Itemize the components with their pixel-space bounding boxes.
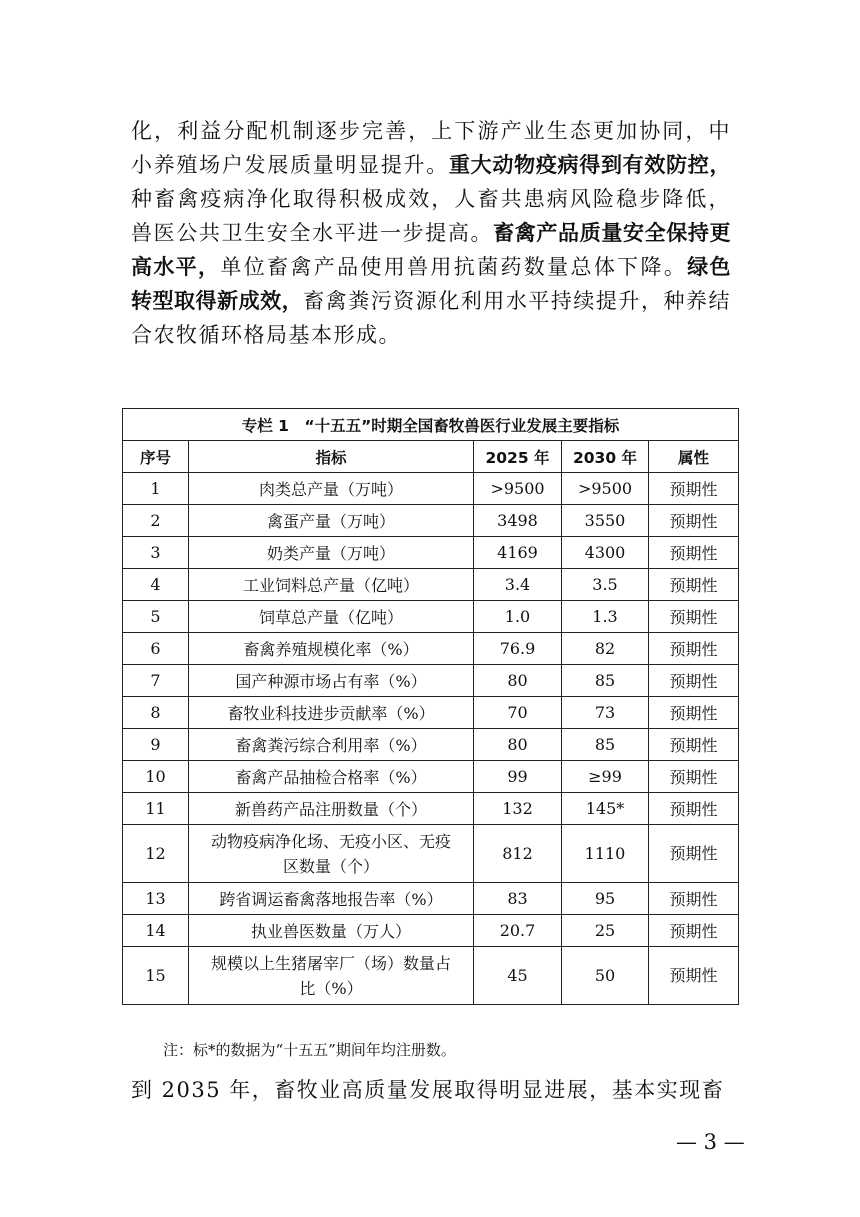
column-header: 2025 年 <box>474 441 562 473</box>
page-number: — 3 — <box>676 1130 745 1154</box>
table-cell: 畜牧业科技进步贡献率（%） <box>189 697 474 729</box>
table-cell: 预期性 <box>649 569 739 601</box>
column-header: 属性 <box>649 441 739 473</box>
table-row <box>123 633 739 665</box>
table-row <box>123 915 739 947</box>
body-paragraph: 到 2035 年，畜牧业高质量发展取得明显进展，基本实现畜 <box>131 1078 725 1102</box>
table-cell: 14 <box>123 915 189 947</box>
table-cell: 73 <box>562 697 649 729</box>
table-cell: 饲草总产量（亿吨） <box>189 601 474 633</box>
table-cell: 畜禽粪污综合利用率（%） <box>189 729 474 761</box>
paragraph-text: 化，利益分配机制逐步完善，上下游产业生态更加协同，中小养殖场户发展质量明显提升。 <box>131 119 731 177</box>
table-cell: 83 <box>474 883 562 915</box>
table-cell: 1.3 <box>562 601 649 633</box>
table-row <box>123 505 739 537</box>
table-cell: 规模以上生猪屠宰厂（场）数量占比（%） <box>189 947 474 1005</box>
column-header: 指标 <box>189 441 474 473</box>
table-cell: 预期性 <box>649 505 739 537</box>
table-cell: 执业兽医数量（万人） <box>189 915 474 947</box>
table-cell: 工业饲料总产量（亿吨） <box>189 569 474 601</box>
table-row <box>123 729 739 761</box>
table-cell: 3.4 <box>474 569 562 601</box>
table-row <box>123 947 739 1005</box>
table-note: 注：标*的数据为“十五五”期间年均注册数。 <box>163 1041 456 1059</box>
table-cell: 132 <box>474 793 562 825</box>
table-cell: 预期性 <box>649 665 739 697</box>
table-cell: 7 <box>123 665 189 697</box>
table-cell: 动物疫病净化场、无疫小区、无疫区数量（个） <box>189 825 474 883</box>
table-cell: 99 <box>474 761 562 793</box>
indicator-table <box>122 408 739 1005</box>
table-cell: 45 <box>474 947 562 1005</box>
table-cell: 跨省调运畜禽落地报告率（%） <box>189 883 474 915</box>
table-title: 专栏 1 “十五五”时期全国畜牧兽医行业发展主要指标 <box>123 409 739 441</box>
table-row <box>123 601 739 633</box>
paragraph-bold-text: 重大动物疫病得到有效防控， <box>448 153 732 177</box>
table-cell: 禽蛋产量（万吨） <box>189 505 474 537</box>
column-header: 2030 年 <box>562 441 649 473</box>
table-cell: 812 <box>474 825 562 883</box>
table-cell: 25 <box>562 915 649 947</box>
table-cell: 70 <box>474 697 562 729</box>
table-row <box>123 883 739 915</box>
table-cell: 国产种源市场占有率（%） <box>189 665 474 697</box>
table-cell: 145* <box>562 793 649 825</box>
table-cell: >9500 <box>562 473 649 505</box>
table-cell: 9 <box>123 729 189 761</box>
table-cell: 畜禽养殖规模化率（%） <box>189 633 474 665</box>
table-cell: 3498 <box>474 505 562 537</box>
table-cell: 6 <box>123 633 189 665</box>
table-cell: ≥99 <box>562 761 649 793</box>
table-cell: 12 <box>123 825 189 883</box>
table-cell: 10 <box>123 761 189 793</box>
table-row <box>123 473 739 505</box>
table-cell: 50 <box>562 947 649 1005</box>
paragraph-text: 单位畜禽产品使用兽用抗菌药数量总体下降。 <box>220 255 688 279</box>
table-cell: 5 <box>123 601 189 633</box>
table-cell: 预期性 <box>649 825 739 883</box>
table-cell: >9500 <box>474 473 562 505</box>
table-row <box>123 761 739 793</box>
paragraph-text: 种畜禽疫病净化取得积极成效，人畜共患病风险稳步降低，兽医公共卫生安全水平进一步提高。 <box>131 187 731 245</box>
table-cell: 11 <box>123 793 189 825</box>
table-cell: 20.7 <box>474 915 562 947</box>
table-cell: 奶类产量（万吨） <box>189 537 474 569</box>
table-cell: 预期性 <box>649 883 739 915</box>
table-cell: 15 <box>123 947 189 1005</box>
table-cell: 95 <box>562 883 649 915</box>
table-cell: 预期性 <box>649 793 739 825</box>
table-cell: 预期性 <box>649 601 739 633</box>
table-cell: 1 <box>123 473 189 505</box>
table-cell: 肉类总产量（万吨） <box>189 473 474 505</box>
table-cell: 预期性 <box>649 729 739 761</box>
table-cell: 3.5 <box>562 569 649 601</box>
table-row <box>123 825 739 883</box>
table-cell: 13 <box>123 883 189 915</box>
table-cell: 预期性 <box>649 473 739 505</box>
table-cell: 80 <box>474 729 562 761</box>
table-cell: 4169 <box>474 537 562 569</box>
table-cell: 1.0 <box>474 601 562 633</box>
table-cell: 85 <box>562 729 649 761</box>
table-cell: 预期性 <box>649 537 739 569</box>
table-cell: 4 <box>123 569 189 601</box>
table-cell: 82 <box>562 633 649 665</box>
paragraph-text: 畜禽粪污资源化利用水平持续提升，种养结合农牧循环格局基本形成。 <box>131 289 732 347</box>
table-cell: 预期性 <box>649 915 739 947</box>
table-row <box>123 569 739 601</box>
table-cell: 4300 <box>562 537 649 569</box>
table-cell: 预期性 <box>649 633 739 665</box>
table-cell: 预期性 <box>649 947 739 1005</box>
table-row <box>123 537 739 569</box>
table-cell: 畜禽产品抽检合格率（%） <box>189 761 474 793</box>
table-cell: 8 <box>123 697 189 729</box>
body-paragraph <box>131 114 731 352</box>
table-cell: 85 <box>562 665 649 697</box>
paragraph-bold-text: 畜禽产品质量安全保持更高水平， <box>131 221 732 279</box>
table-cell: 3550 <box>562 505 649 537</box>
paragraph-bold-text: 绿色转型取得新成效， <box>131 255 732 313</box>
table-row <box>123 793 739 825</box>
table-row <box>123 697 739 729</box>
column-header: 序号 <box>123 441 189 473</box>
table-cell: 1110 <box>562 825 649 883</box>
table-cell: 3 <box>123 537 189 569</box>
table-cell: 80 <box>474 665 562 697</box>
table-cell: 新兽药产品注册数量（个） <box>189 793 474 825</box>
table-cell: 76.9 <box>474 633 562 665</box>
table-cell: 预期性 <box>649 761 739 793</box>
table-row <box>123 665 739 697</box>
table-cell: 预期性 <box>649 697 739 729</box>
table-cell: 2 <box>123 505 189 537</box>
